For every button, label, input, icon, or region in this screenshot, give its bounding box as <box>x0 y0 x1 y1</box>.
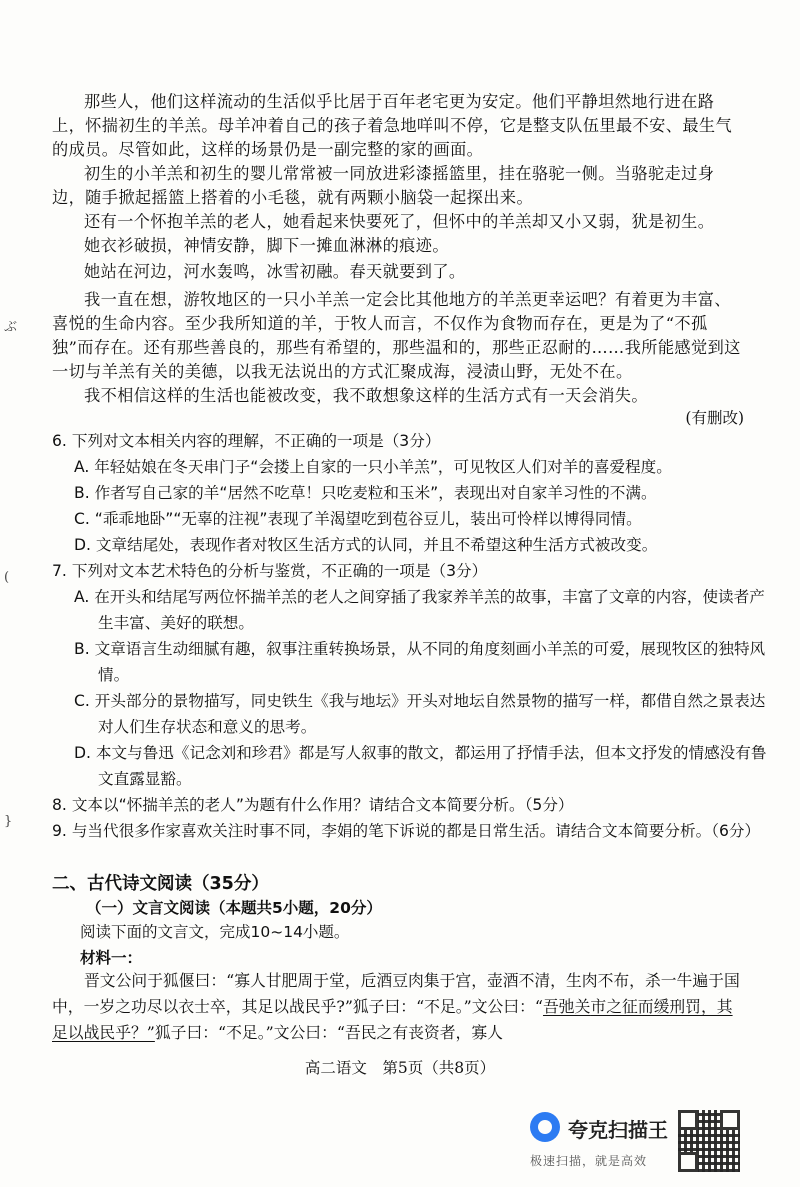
question-7-stem: 7. 下列对文本艺术特色的分析与鉴赏，不正确的一项是（3分） <box>52 562 488 580</box>
question-7-option-c: C. 开头部分的景物描写，同史铁生《我与地坛》开头对地坛自然景物的描写一样，都借自然之景表达对人们生存状态和意义的思考。 <box>74 692 766 736</box>
passage-paragraph-2: 初生的小羊羔和初生的婴儿常常被一同放进彩漆摇篮里，挂在骆驼一侧。当骆驼走过身边，随手掀起摇篮上搭着的小毛毯，就有两颗小脑袋一起探出来。 <box>52 164 715 207</box>
passage-paragraph-7: 我不相信这样的生活也能被改变，我不敢想象这样的生活方式有一天会消失。 <box>84 386 648 405</box>
passage-paragraph-6: 我一直在想，游牧地区的一只小羊羔一定会比其他地方的羊羔更幸运吧？有着更为丰富、喜悦的生命内容。至少我所知道的羊，于牧人而言，不仅作为食物而存在，更是为了“不孤独”而存在。还有那些善良的，那些有希望的，那些温和的，那些正忍耐的……我所能感觉到这一切与羊羔有关的美德，以我无法说出的方式汇聚成海，浸渍山野，无处不在。 <box>52 290 741 381</box>
qr-code-icon <box>678 1110 740 1172</box>
passage-paragraph-3: 还有一个怀抱羊羔的老人，她看起来快要死了，但怀中的羊羔却又小又弱，犹是初生。 <box>84 212 715 231</box>
page-footer: 高二语文 第5页（共8页） <box>304 1059 496 1077</box>
question-6-option-b: B. 作者写自己家的羊“居然不吃草！只吃麦粒和玉米”，表现出对自家羊习性的不满。 <box>74 484 657 502</box>
material-label: 材料一： <box>80 949 143 967</box>
passage-credit: (有删改) <box>685 409 744 427</box>
question-6-option-c: C. “乖乖地卧”“无辜的注视”表现了羊渴望吃到苞谷豆儿，装出可怜样以博得同情。 <box>74 510 642 528</box>
scanner-slogan: 极速扫描，就是高效 <box>530 1154 648 1168</box>
question-6-option-d: D. 文章结尾处，表现作者对牧区生活方式的认同，并且不希望这种生活方式被改变。 <box>74 536 658 554</box>
question-6-option-a: A. 年轻姑娘在冬天串门子“会搂上自家的一只小羊羔”，可见牧区人们对羊的喜爱程度。 <box>74 458 672 476</box>
question-7-option-b: B. 文章语言生动细腻有趣，叙事注重转换场景，从不同的角度刻画小羊羔的可爱，展现牧区的独特风情。 <box>74 640 766 684</box>
section-2-title: 二、古代诗文阅读（35分） <box>52 874 269 894</box>
classical-text-part-b: 狐子曰：“不足。”文公曰：“吾民之有丧资者，寡人 <box>154 1023 503 1042</box>
classical-text <box>52 968 742 1046</box>
scanner-watermark <box>530 1112 680 1172</box>
passage-paragraph-1: 那些人，他们这样流动的生活似乎比居于百年老宅更为安定。他们平静坦然地行进在路上，怀揣初生的羊羔。母羊冲着自己的孩子着急地咩叫不停，它是整支队伍里最不安、最生气的成员。尽管如此，这样的场景仍是一副完整的家的画面。 <box>52 92 733 159</box>
question-8: 8. 文本以“怀揣羊羔的老人”为题有什么作用？请结合文本简要分析。（5分） <box>52 796 574 814</box>
question-7-option-a: A. 在开头和结尾写两位怀揣羊羔的老人之间穿插了我家养羊羔的故事，丰富了文章的内容，使读者产生丰富、美好的联想。 <box>74 588 765 632</box>
passage-paragraph-4: 她衣衫破损，神情安静，脚下一摊血淋淋的痕迹。 <box>84 236 449 255</box>
question-6-stem: 6. 下列对文本相关内容的理解，不正确的一项是（3分） <box>52 432 441 450</box>
classical-text-part-a: 晋文公问于狐偃曰：“寡人甘肥周于堂，卮酒豆肉集于宫，壶酒不清，生肉不布，杀一牛遍于国中，一岁之功尽以衣士卒，其足以战民乎?”狐子曰：“不足。”文公曰：“ <box>52 971 740 1016</box>
qr-finder-icon <box>678 1110 698 1130</box>
question-7-option-d: D. 本文与鲁迅《记念刘和珍君》都是写人叙事的散文，都运用了抒情手法，但本文抒发的情感没有鲁文直露显豁。 <box>74 744 767 788</box>
classical-text-underlined-1: 吾弛关 <box>542 997 591 1016</box>
classical-text-underlined-2: 市之征而缓刑罚，其足以战民乎？” <box>52 997 733 1042</box>
margin-mark-1: ぶ <box>4 320 18 335</box>
margin-mark-2: ( <box>4 570 10 585</box>
section-2-instruction: 阅读下面的文言文，完成10~14小题。 <box>80 923 350 941</box>
section-2-subtitle: （一）文言文阅读（本题共5小题，20分） <box>86 899 382 917</box>
qr-finder-icon <box>720 1110 740 1130</box>
qr-finder-icon <box>678 1152 698 1172</box>
margin-mark-3: } <box>4 814 13 829</box>
question-9: 9. 与当代很多作家喜欢关注时事不同，李娟的笔下诉说的都是日常生活。请结合文本简要分析。（6分） <box>52 822 761 840</box>
scanner-app-name: 夸克扫描王 <box>568 1118 668 1142</box>
scanner-logo-icon <box>530 1112 560 1142</box>
passage-paragraph-5: 她站在河边，河水轰鸣，冰雪初融。春天就要到了。 <box>84 262 466 281</box>
